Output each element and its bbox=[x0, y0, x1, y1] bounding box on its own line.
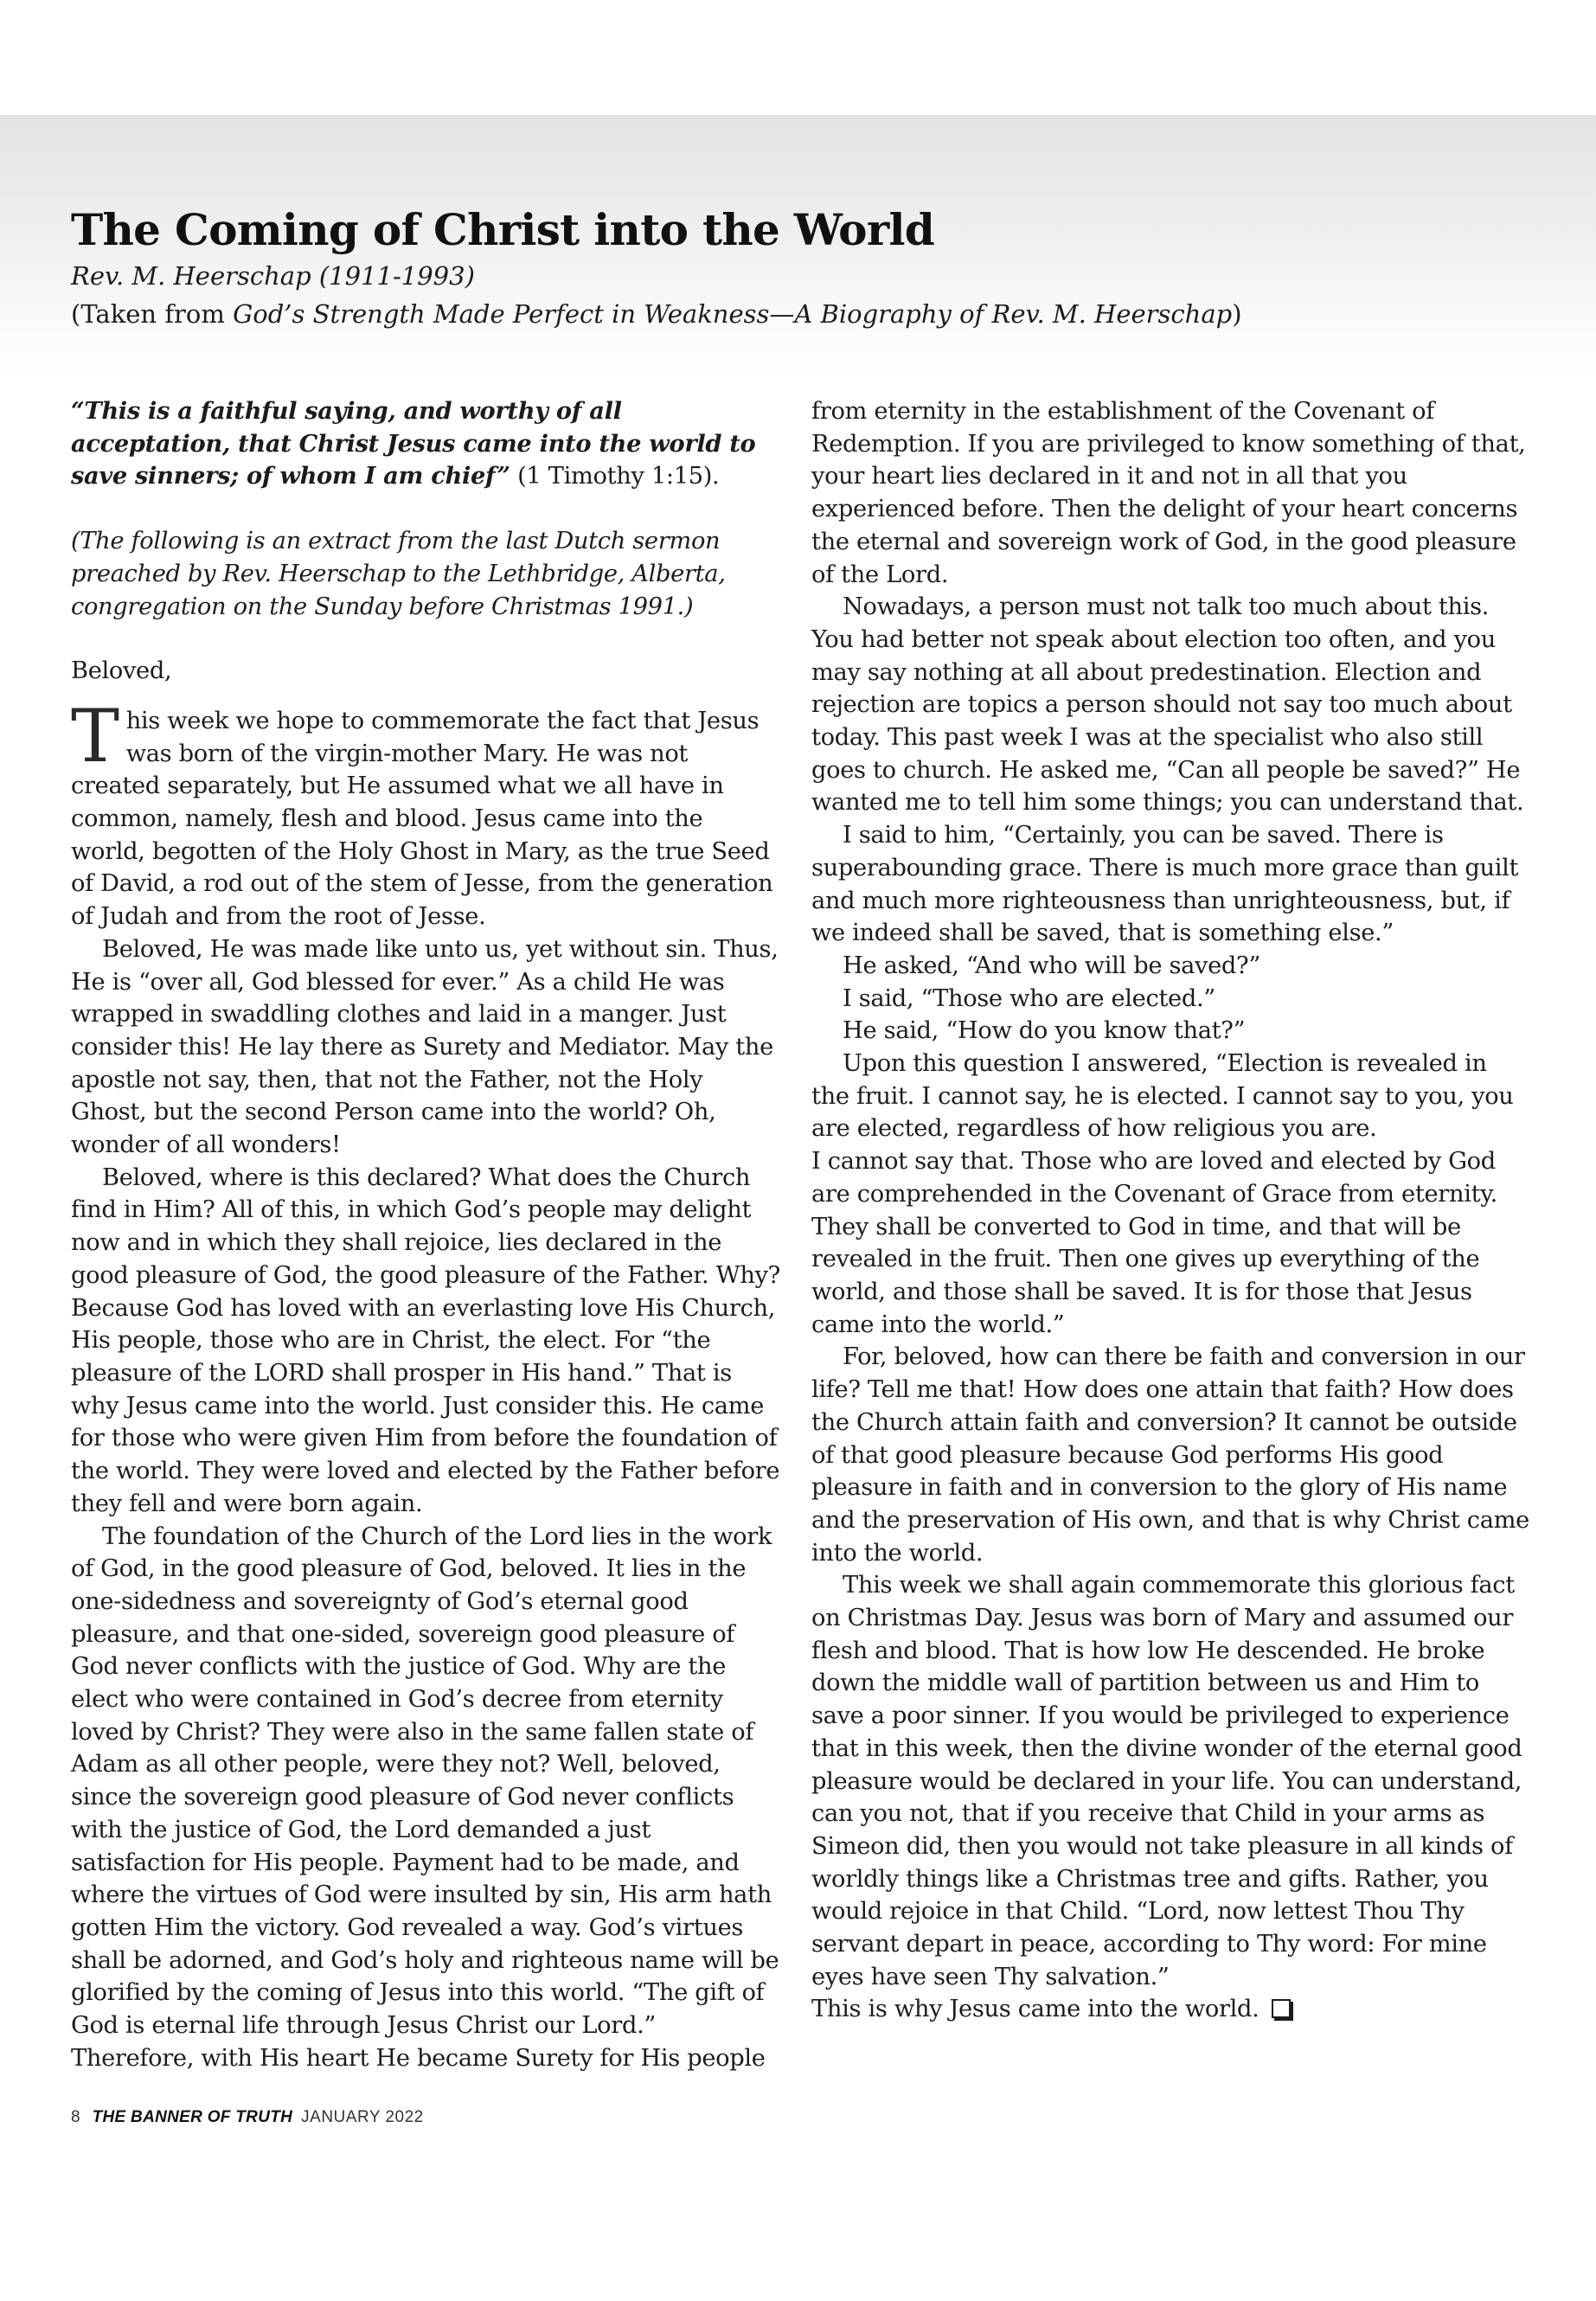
body-paragraph-7: I said to him, “Certainly, you can be saved. There is superabounding grace. There is much more grace than guilt and much more righteousness than unrighteousness, but, if we indeed shall be saved, that is something else.” bbox=[811, 822, 1519, 947]
body-paragraph-1: This week we hope to commemorate the fact that Jesus was born of the virgin-mother Mary. He was not created separately, but He assumed what we all have in common, namely, flesh and blood. Jesus came into the world, begotten of the Holy Ghost in Mary, as the true Seed of David, a rod out of the stem of Jesse, from the generation of Judah and from the root of Jesse. bbox=[71, 693, 773, 931]
source-prefix: (Taken from bbox=[71, 299, 234, 329]
body-paragraph-3: Beloved, where is this declared? What does the Church find in Him? All of this, in which God’s people may delight now and in which they shall rejoice, lies declared in the good pleasure of God, the good pleasure of the Father. Why? Because God has loved with an everlasting love His Church, His people, those who are in Christ, the elect. For “the pleasure of the LORD shall prosper in His hand.” That is why Jesus came into the world. Just consider this. He came for those who were given Him from before the foundation of the world. They were loved and elected by the Father before they fell and were born again. bbox=[71, 1163, 780, 1517]
body-paragraph-15: This is why Jesus came into the world. bbox=[811, 1993, 1529, 2026]
body-paragraph-4: The foundation of the Church of the Lord lies in the work of God, in the good pleasure of God, beloved. It lies in the one-sidedness and sovereignty of God’s eternal good pleasure, and that one-sided, sovereign good pleasure of God never conflicts with the justice of God. Why are the elect who were contained in God’s decree from eternity loved by Christ? They were also in the same fallen state of Adam as all other people, were they not? Well, beloved, since the sovereign good pleasure of God never conflicts with the justice of God, the Lord demanded a just satisfaction for His people. Payment had to be made, and where the virtues of God were insulted by sin, His arm hath gotten Him the victory. God revealed a way. God’s virtues shall be adorned, and God’s holy and righteous name will be glorified by the coming of Jesus into this world. “The gift of God is eternal life through Jesus Christ our Lord.” Therefore, with His heart He became Surety for His people bbox=[71, 1522, 779, 2072]
page-footer bbox=[71, 2108, 424, 2127]
editor-note: (The following is an extract from the last Dutch sermon preached by Rev. Heerschap to the Lethbridge, Alberta, congregation on the Sunday before Christmas 1991.) bbox=[71, 528, 726, 620]
salutation: Beloved, bbox=[71, 657, 172, 685]
drop-cap: T bbox=[71, 693, 119, 779]
body-paragraph-12: I cannot say that. Those who are loved and elected by God are comprehended in the Covenant of Grace from eternity. They shall be converted to God in time, and that will be revealed in the fruit. Then one gives up everything of the world, and those shall be saved. It is for those that Jesus came into the world.” bbox=[811, 1148, 1497, 1338]
issue-date: JANUARY 2022 bbox=[301, 2108, 424, 2126]
body-paragraph-13: For, beloved, how can there be faith and conversion in our life? Tell me that! How does one attain that faith? How does the Church attain faith and conversion? It cannot be outside of that good pleasure because God performs His good pleasure in faith and in conversion to the glory of His name and the preservation of His own, and that is why Christ came into the world. bbox=[811, 1343, 1529, 1567]
body-paragraph-14: This week we shall again commemorate this glorious fact on Christmas Day. Jesus was born of Mary and assumed our flesh and blood. That is how low He descended. He broke down the middle wall of partition between us and Him to save a poor sinner. If you would be privileged to experience that in this week, then the divine wonder of the eternal good pleasure would be declared in your life. You can understand, can you not, that if you receive that Child in your arms as Simeon did, then you would not take pleasure in all kinds of worldly things like a Christmas tree and gifts. Rather, you would rejoice in that Child. “Lord, now lettest Thou Thy servant depart in peace, according to Thy word: For mine eyes have seen Thy salvation.” bbox=[811, 1572, 1522, 1990]
source-book-title: God’s Strength Made Perfect in Weakness—A Biography of Rev. M. Heerschap bbox=[233, 299, 1233, 329]
epigraph-reference: (1 Timothy 1:15). bbox=[510, 463, 720, 490]
article-source bbox=[71, 299, 1242, 329]
epigraph-quote: “This is a faithful saying, and worthy of all acceptation, that Christ Jesus came into the world to save sinners; of whom I am chief” bbox=[71, 397, 756, 490]
publication-name: THE BANNER OF TRUTH bbox=[92, 2108, 293, 2126]
left-column bbox=[71, 395, 782, 2074]
body-paragraph-9: I said, “Those who are elected.” bbox=[843, 984, 1215, 1012]
body-paragraph-11: Upon this question I answered, “Election is revealed in the fruit. I cannot say, he is elected. I cannot say to you, you are elected, regardless of how religious you are. bbox=[811, 1050, 1514, 1143]
article-title: The Coming of Christ into the World bbox=[71, 204, 935, 255]
body-paragraph-5: from eternity in the establishment of the Covenant of Redemption. If you are privileged to know something of that, your heart lies declared in it and not in all that you experienced before. Then the delight of your heart concerns the eternal and sovereign work of God, in the good pleasure of the Lord. bbox=[811, 398, 1526, 588]
epigraph bbox=[71, 395, 782, 493]
page-number: 8 bbox=[71, 2108, 80, 2126]
right-column bbox=[811, 395, 1529, 2026]
body-paragraph-6: Nowadays, a person must not talk too much about this. You had better not speak about election too often, and you may say nothing at all about predestination. Election and rejection are topics a person should not say too much about today. This past week I was at the specialist who also still goes to church. He asked me, “Can all people be saved?” He wanted me to tell him some things; you can understand that. bbox=[811, 593, 1524, 817]
body-paragraph-10: He said, “How do you know that?” bbox=[843, 1017, 1246, 1045]
end-of-article-icon bbox=[1272, 1999, 1291, 2018]
article-author: Rev. M. Heerschap (1911-1993) bbox=[71, 261, 475, 291]
body-paragraph-8: He asked, “And who will be saved?” bbox=[843, 952, 1260, 979]
body-paragraph-2: Beloved, He was made like unto us, yet without sin. Thus, He is “over all, God blessed for ever.” As a child He was wrapped in swaddling clothes and laid in a manger. Just consider this! He lay there as Surety and Mediator. May the apostle not say, then, that not the Father, not the Holy Ghost, but the second Person came into the world? Oh, wonder of all wonders! bbox=[71, 935, 779, 1159]
source-suffix: ) bbox=[1232, 299, 1242, 329]
